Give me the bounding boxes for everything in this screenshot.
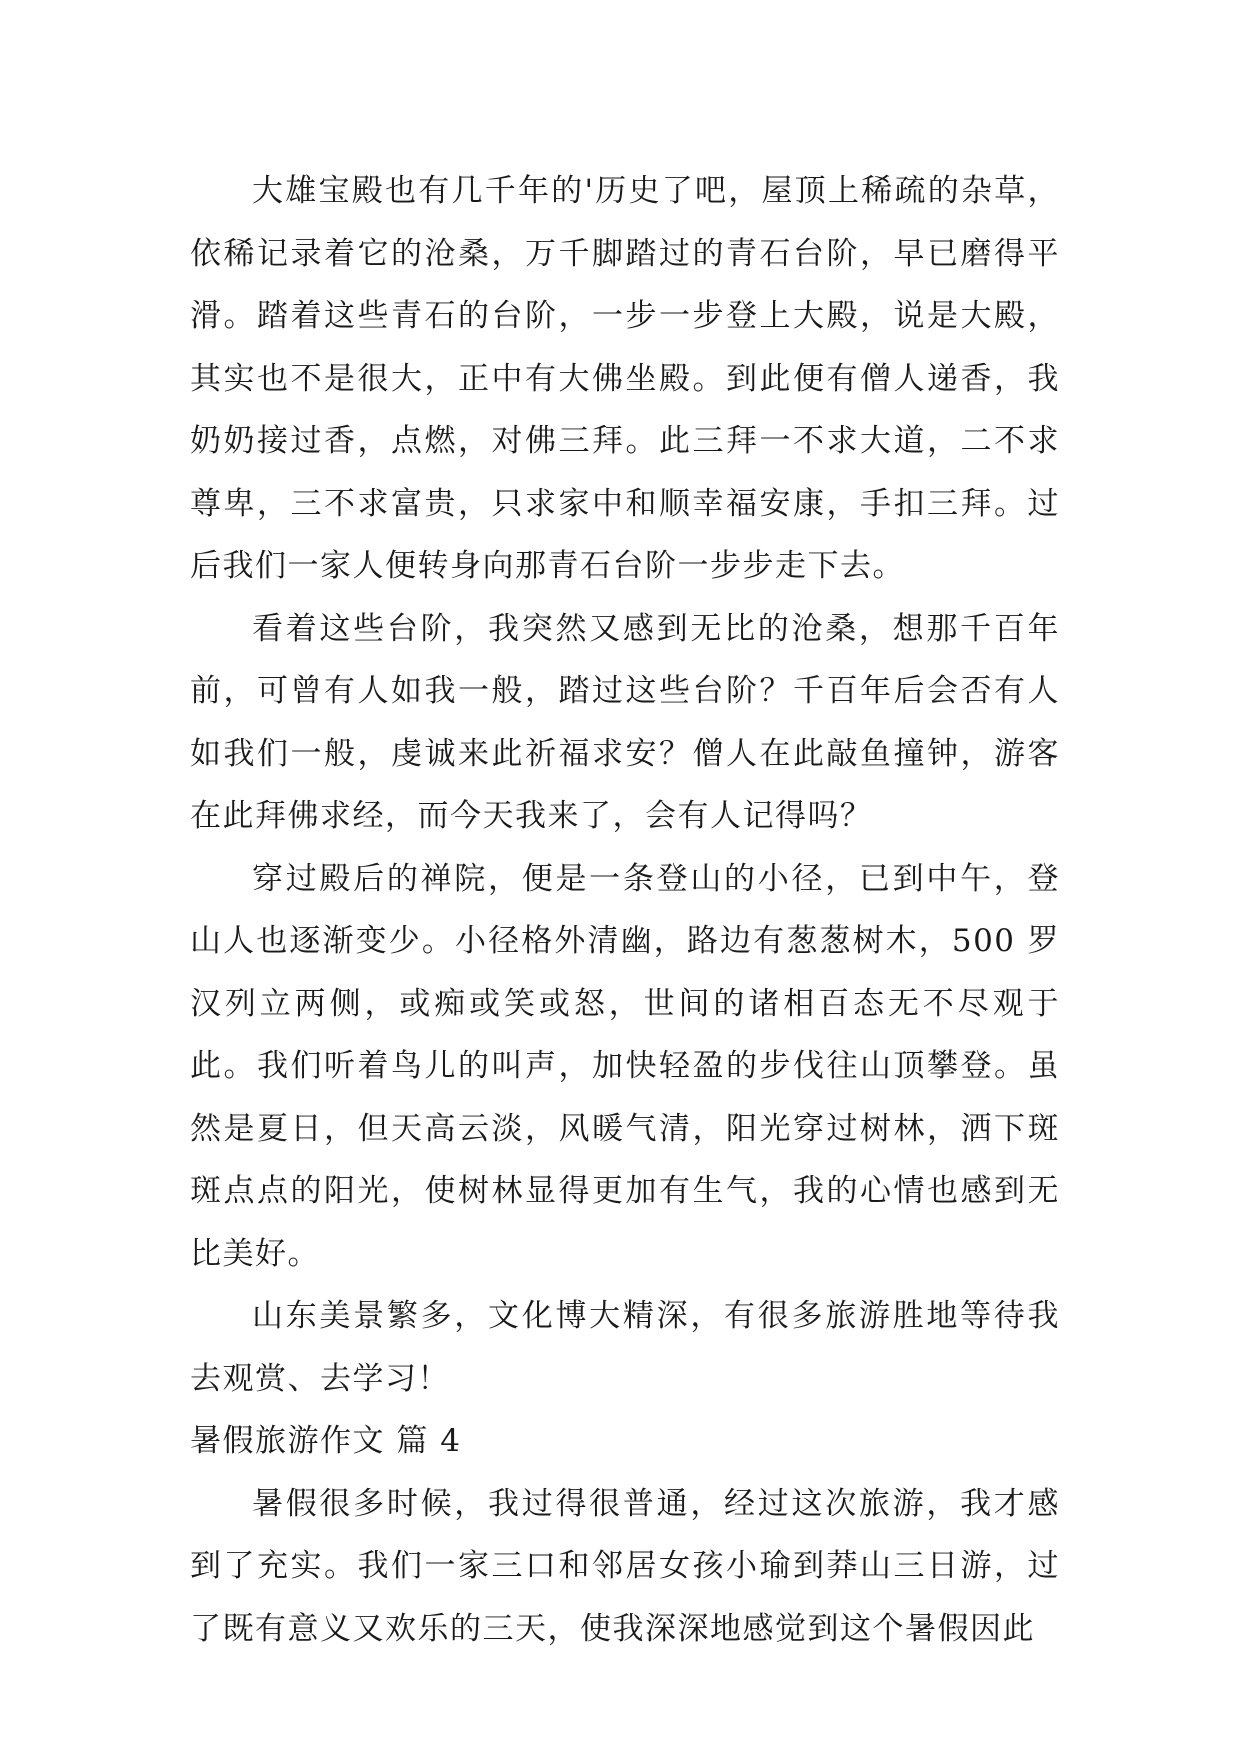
paragraph-shandong-conclusion: 山东美景繁多，文化博大精深，有很多旅游胜地等待我去观赏、去学习！	[190, 1298, 1060, 1397]
paragraph-temple-hall: 大雄宝殿也有几千年的'历史了吧，屋顶上稀疏的杂草，依稀记录着它的沧桑，万千脚踏过的青石台阶，早已磨得平滑。踏着这些青石的台阶，一步一步登上大殿，说是大殿，其实也不是很大，正中有大佛坐殿。到此便有僧人递香，我奶奶接过香，点燃，对佛三拜。此三拜一不求大道，二不求尊卑，三不求富贵，只求家中和顺幸福安康，手扣三拜。过后我们一家人便转身向那青石台阶一步步走下去。	[190, 173, 1060, 584]
paragraph-mountain-path: 穿过殿后的禅院，便是一条登山的小径，已到中午，登山人也逐渐变少。小径格外清幽，路边有葱葱树木，500 罗汉列立两侧，或痴或笑或怒，世间的诸相百态无不尽观于此。我们听着鸟儿的叫声，加快轻盈的步伐往山顶攀登。虽然是夏日，但天高云淡，风暖气清，阳光穿过树林，洒下斑斑点点的阳光，使树林显得更加有生气，我的心情也感到无比美好。	[190, 860, 1060, 1272]
paragraph-steps-reflection: 看着这些台阶，我突然又感到无比的沧桑，想那千百年前，可曾有人如我一般，踏过这些台阶？千百年后会否有人如我们一般，虔诚来此祈福求安？僧人在此敲鱼撞钟，游客在此拜佛求经，而今天我来了，会有人记得吗？	[190, 610, 1060, 834]
section-heading: 暑假旅游作文 篇 4	[190, 1423, 462, 1459]
document-body	[190, 160, 1060, 1660]
paragraph-summer-trip-intro: 暑假很多时候，我过得很普通，经过这次旅游，我才感到了充实。我们一家三口和邻居女孩小瑜到莽山三日游，过了既有意义又欢乐的三天，使我深深地感觉到这个暑假因此	[190, 1485, 1060, 1647]
